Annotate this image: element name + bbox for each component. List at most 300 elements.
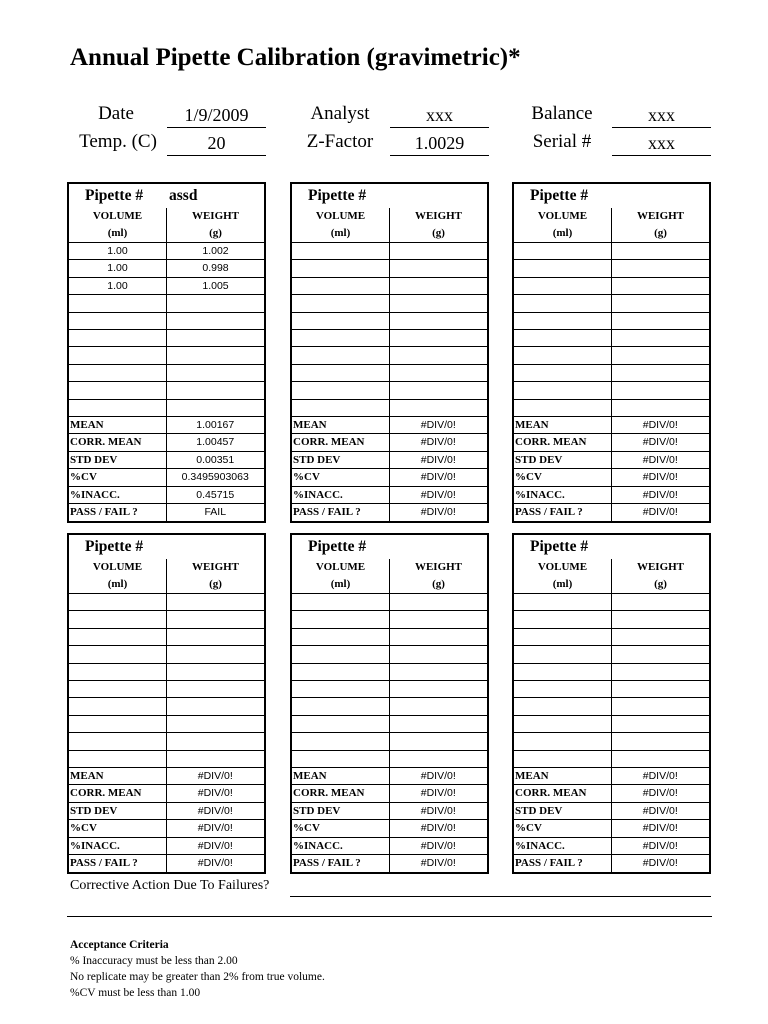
stat-label: %CV bbox=[69, 820, 167, 837]
table-row bbox=[292, 698, 487, 715]
table-row bbox=[514, 716, 709, 733]
weight-cell[interactable] bbox=[612, 664, 709, 680]
stat-row-mean bbox=[292, 417, 487, 435]
volume-cell[interactable] bbox=[514, 698, 612, 714]
stat-label: %INACC. bbox=[514, 487, 612, 504]
weight-cell[interactable] bbox=[167, 716, 264, 732]
volume-cell[interactable] bbox=[514, 751, 612, 767]
volume-cell[interactable] bbox=[69, 611, 167, 627]
volume-cell[interactable] bbox=[514, 664, 612, 680]
criteria-line: No replicate may be greater than 2% from true volume. bbox=[70, 971, 325, 983]
weight-cell[interactable] bbox=[390, 347, 487, 363]
volume-cell[interactable] bbox=[514, 330, 612, 346]
stat-row-inacc bbox=[514, 838, 709, 856]
measurement-rows bbox=[292, 594, 487, 768]
weight-cell[interactable] bbox=[167, 347, 264, 363]
divider bbox=[67, 916, 712, 917]
pipette-table bbox=[290, 182, 489, 523]
volume-cell[interactable] bbox=[69, 365, 167, 381]
weight-cell[interactable] bbox=[390, 382, 487, 398]
stat-row-mean bbox=[292, 768, 487, 786]
pipette-label: Pipette # bbox=[85, 187, 144, 204]
table-row bbox=[69, 751, 264, 768]
weight-header bbox=[390, 559, 487, 593]
pipette-header bbox=[292, 184, 487, 208]
stat-value: 0.3495903063 bbox=[181, 471, 249, 484]
corrective-action-field[interactable] bbox=[290, 896, 711, 897]
weight-cell[interactable] bbox=[612, 594, 709, 610]
weight-unit: (g) bbox=[654, 578, 667, 590]
volume-cell[interactable] bbox=[292, 260, 390, 276]
stat-value: #DIV/0! bbox=[420, 822, 456, 835]
volume-cell[interactable] bbox=[69, 681, 167, 697]
weight-cell[interactable] bbox=[612, 611, 709, 627]
weight-cell[interactable] bbox=[390, 611, 487, 627]
volume-cell[interactable] bbox=[514, 278, 612, 294]
column-headers bbox=[292, 208, 487, 243]
pipette-table bbox=[512, 182, 711, 523]
stat-label: CORR. MEAN bbox=[69, 785, 167, 802]
weight-unit: (g) bbox=[432, 578, 445, 590]
stat-row-cv bbox=[69, 469, 264, 487]
volume-cell[interactable] bbox=[292, 733, 390, 749]
acceptance-criteria bbox=[70, 937, 325, 1001]
table-row bbox=[514, 278, 709, 295]
volume-cell[interactable] bbox=[514, 243, 612, 259]
volume-cell[interactable] bbox=[69, 382, 167, 398]
volume-cell[interactable] bbox=[69, 313, 167, 329]
balance-label: Balance bbox=[531, 103, 593, 124]
volume-cell[interactable] bbox=[514, 295, 612, 311]
table-row bbox=[292, 365, 487, 382]
table-row bbox=[514, 365, 709, 382]
table-row bbox=[69, 330, 264, 347]
volume-cell[interactable] bbox=[514, 629, 612, 645]
stat-value: #DIV/0! bbox=[197, 787, 233, 800]
volume-cell[interactable] bbox=[292, 278, 390, 294]
table-row bbox=[514, 347, 709, 364]
measurement-rows bbox=[69, 243, 264, 417]
volume-cell[interactable] bbox=[292, 382, 390, 398]
date-value[interactable]: 1/9/2009 bbox=[167, 103, 266, 128]
table-row bbox=[292, 681, 487, 698]
volume-cell[interactable] bbox=[292, 664, 390, 680]
volume-cell[interactable] bbox=[514, 681, 612, 697]
volume-cell[interactable]: 1.00 bbox=[69, 278, 167, 294]
volume-cell[interactable] bbox=[69, 733, 167, 749]
serial-label: Serial # bbox=[532, 131, 592, 152]
volume-cell[interactable] bbox=[292, 681, 390, 697]
stat-label: STD DEV bbox=[292, 452, 390, 469]
volume-cell[interactable] bbox=[292, 594, 390, 610]
stat-value: 1.00457 bbox=[196, 436, 235, 449]
stat-value: #DIV/0! bbox=[642, 506, 678, 519]
weight-cell[interactable] bbox=[612, 347, 709, 363]
weight-cell[interactable] bbox=[612, 646, 709, 662]
volume-unit: (ml) bbox=[330, 227, 351, 239]
volume-cell[interactable] bbox=[292, 716, 390, 732]
volume-cell[interactable] bbox=[514, 313, 612, 329]
stat-value: #DIV/0! bbox=[420, 436, 456, 449]
weight-unit: (g) bbox=[209, 578, 222, 590]
weight-cell[interactable] bbox=[612, 681, 709, 697]
volume-cell[interactable] bbox=[292, 330, 390, 346]
stat-value: #DIV/0! bbox=[642, 769, 678, 782]
weight-cell[interactable] bbox=[612, 400, 709, 416]
volume-cell[interactable] bbox=[292, 698, 390, 714]
weight-cell[interactable] bbox=[167, 365, 264, 381]
stat-value: #DIV/0! bbox=[642, 787, 678, 800]
table-row bbox=[69, 400, 264, 417]
volume-cell[interactable] bbox=[69, 594, 167, 610]
volume-cell[interactable] bbox=[514, 400, 612, 416]
weight-cell[interactable] bbox=[167, 611, 264, 627]
weight-cell[interactable] bbox=[612, 629, 709, 645]
stat-label: %INACC. bbox=[69, 838, 167, 855]
weight-cell[interactable] bbox=[612, 295, 709, 311]
volume-cell[interactable]: 1.00 bbox=[69, 243, 167, 259]
serial-value[interactable]: xxx bbox=[612, 131, 711, 156]
volume-cell[interactable] bbox=[292, 400, 390, 416]
weight-cell[interactable] bbox=[167, 733, 264, 749]
stat-value: #DIV/0! bbox=[642, 436, 678, 449]
stat-row-pass-fail bbox=[514, 504, 709, 521]
weight-cell[interactable] bbox=[167, 646, 264, 662]
stat-label: PASS / FAIL ? bbox=[292, 504, 390, 521]
weight-cell[interactable] bbox=[612, 330, 709, 346]
weight-cell[interactable] bbox=[167, 629, 264, 645]
stat-label: STD DEV bbox=[69, 803, 167, 820]
weight-cell[interactable] bbox=[167, 698, 264, 714]
weight-cell[interactable] bbox=[390, 243, 487, 259]
table-row bbox=[514, 594, 709, 611]
weight-cell[interactable]: 1.005 bbox=[202, 279, 229, 292]
stat-row-corr-mean bbox=[292, 785, 487, 803]
table-row bbox=[69, 733, 264, 750]
table-row bbox=[292, 594, 487, 611]
volume-cell[interactable] bbox=[69, 347, 167, 363]
volume-cell[interactable] bbox=[514, 716, 612, 732]
volume-header bbox=[514, 559, 612, 593]
stat-label: MEAN bbox=[514, 417, 612, 434]
stat-label: STD DEV bbox=[514, 803, 612, 820]
weight-cell[interactable] bbox=[612, 382, 709, 398]
weight-cell[interactable] bbox=[167, 295, 264, 311]
stat-label: PASS / FAIL ? bbox=[69, 504, 167, 521]
stat-label: MEAN bbox=[69, 417, 167, 434]
stat-row-cv bbox=[514, 820, 709, 838]
volume-label: VOLUME bbox=[92, 561, 143, 573]
weight-cell[interactable] bbox=[612, 260, 709, 276]
table-row bbox=[514, 751, 709, 768]
weight-cell[interactable] bbox=[390, 629, 487, 645]
stat-label: %INACC. bbox=[514, 838, 612, 855]
table-row bbox=[69, 243, 264, 260]
volume-cell[interactable] bbox=[514, 733, 612, 749]
volume-cell[interactable] bbox=[514, 646, 612, 662]
weight-cell[interactable] bbox=[612, 751, 709, 767]
table-row bbox=[292, 347, 487, 364]
stat-row-std-dev bbox=[292, 452, 487, 470]
table-row bbox=[292, 330, 487, 347]
table-row bbox=[514, 382, 709, 399]
volume-header bbox=[514, 208, 612, 242]
table-row bbox=[292, 260, 487, 277]
volume-cell[interactable] bbox=[514, 260, 612, 276]
weight-cell[interactable] bbox=[167, 681, 264, 697]
volume-cell[interactable] bbox=[292, 751, 390, 767]
stat-label: CORR. MEAN bbox=[292, 785, 390, 802]
volume-cell[interactable] bbox=[514, 382, 612, 398]
stat-value: #DIV/0! bbox=[642, 453, 678, 466]
table-row bbox=[514, 330, 709, 347]
stat-value: #DIV/0! bbox=[420, 839, 456, 852]
stat-value: #DIV/0! bbox=[420, 453, 456, 466]
pipette-header bbox=[514, 184, 709, 208]
weight-cell[interactable] bbox=[390, 681, 487, 697]
volume-unit: (ml) bbox=[107, 578, 128, 590]
volume-cell[interactable] bbox=[292, 646, 390, 662]
weight-cell[interactable] bbox=[612, 243, 709, 259]
volume-cell[interactable] bbox=[292, 347, 390, 363]
volume-cell[interactable] bbox=[69, 400, 167, 416]
weight-cell[interactable] bbox=[390, 751, 487, 767]
volume-cell[interactable] bbox=[69, 330, 167, 346]
stat-value: #DIV/0! bbox=[420, 769, 456, 782]
column-headers bbox=[69, 208, 264, 243]
criteria-line: % Inaccuracy must be less than 2.00 bbox=[70, 955, 238, 967]
weight-cell[interactable] bbox=[390, 646, 487, 662]
weight-cell[interactable] bbox=[390, 664, 487, 680]
weight-cell[interactable] bbox=[612, 365, 709, 381]
stat-row-pass-fail bbox=[69, 504, 264, 521]
weight-cell[interactable] bbox=[390, 400, 487, 416]
stat-label: CORR. MEAN bbox=[514, 434, 612, 451]
table-row bbox=[292, 733, 487, 750]
pipette-header bbox=[292, 535, 487, 559]
volume-unit: (ml) bbox=[552, 578, 573, 590]
table-row bbox=[292, 716, 487, 733]
weight-header bbox=[167, 208, 264, 242]
stat-row-cv bbox=[69, 820, 264, 838]
stat-value: #DIV/0! bbox=[420, 471, 456, 484]
weight-cell[interactable] bbox=[167, 594, 264, 610]
volume-cell[interactable] bbox=[292, 295, 390, 311]
pipette-header bbox=[514, 535, 709, 559]
balance-value[interactable]: xxx bbox=[612, 103, 711, 128]
pipette-table bbox=[67, 182, 266, 523]
weight-cell[interactable] bbox=[390, 594, 487, 610]
volume-cell[interactable] bbox=[514, 594, 612, 610]
table-row bbox=[514, 664, 709, 681]
stat-row-inacc bbox=[69, 838, 264, 856]
stat-value: #DIV/0! bbox=[197, 857, 233, 870]
stat-label: %CV bbox=[514, 469, 612, 486]
weight-cell[interactable] bbox=[167, 664, 264, 680]
stat-value: #DIV/0! bbox=[197, 822, 233, 835]
weight-cell[interactable] bbox=[390, 260, 487, 276]
pipette-table bbox=[67, 533, 266, 874]
table-row bbox=[69, 698, 264, 715]
stat-row-inacc bbox=[69, 487, 264, 505]
volume-label: VOLUME bbox=[315, 210, 366, 222]
stat-label: CORR. MEAN bbox=[69, 434, 167, 451]
column-headers bbox=[514, 559, 709, 594]
volume-cell[interactable] bbox=[292, 629, 390, 645]
volume-cell[interactable] bbox=[292, 313, 390, 329]
volume-label: VOLUME bbox=[537, 561, 588, 573]
volume-cell[interactable] bbox=[69, 629, 167, 645]
stat-row-pass-fail bbox=[514, 855, 709, 872]
pipette-number[interactable]: assd bbox=[169, 187, 198, 204]
table-row bbox=[514, 733, 709, 750]
volume-cell[interactable] bbox=[292, 243, 390, 259]
temp-label: Temp. (C) bbox=[79, 131, 157, 152]
volume-header bbox=[69, 559, 167, 593]
statistics bbox=[514, 417, 709, 521]
stat-row-corr-mean bbox=[514, 434, 709, 452]
weight-cell[interactable] bbox=[390, 330, 487, 346]
volume-unit: (ml) bbox=[107, 227, 128, 239]
stat-row-corr-mean bbox=[292, 434, 487, 452]
volume-cell[interactable] bbox=[514, 611, 612, 627]
stat-row-corr-mean bbox=[514, 785, 709, 803]
table-row bbox=[292, 611, 487, 628]
pipette-label: Pipette # bbox=[308, 538, 367, 555]
volume-cell[interactable] bbox=[69, 664, 167, 680]
weight-cell[interactable] bbox=[390, 733, 487, 749]
volume-cell[interactable]: 1.00 bbox=[69, 260, 167, 276]
volume-cell[interactable] bbox=[292, 611, 390, 627]
weight-header bbox=[612, 208, 709, 242]
weight-label: WEIGHT bbox=[191, 561, 240, 573]
weight-cell[interactable] bbox=[612, 733, 709, 749]
weight-cell[interactable] bbox=[390, 313, 487, 329]
weight-cell[interactable] bbox=[167, 751, 264, 767]
criteria-line: %CV must be less than 1.00 bbox=[70, 987, 201, 999]
table-row bbox=[69, 313, 264, 330]
weight-cell[interactable] bbox=[612, 716, 709, 732]
table-row bbox=[69, 681, 264, 698]
volume-label: VOLUME bbox=[315, 561, 366, 573]
stat-label: %CV bbox=[514, 820, 612, 837]
stat-row-pass-fail bbox=[69, 855, 264, 872]
table-row bbox=[514, 243, 709, 260]
volume-cell[interactable] bbox=[69, 295, 167, 311]
table-row bbox=[69, 278, 264, 295]
weight-cell[interactable] bbox=[612, 698, 709, 714]
weight-cell[interactable] bbox=[612, 278, 709, 294]
volume-label: VOLUME bbox=[537, 210, 588, 222]
table-row bbox=[514, 295, 709, 312]
stat-row-mean bbox=[69, 417, 264, 435]
table-row bbox=[514, 698, 709, 715]
weight-cell[interactable] bbox=[390, 716, 487, 732]
volume-cell[interactable] bbox=[514, 365, 612, 381]
weight-cell[interactable] bbox=[390, 698, 487, 714]
stat-label: MEAN bbox=[69, 768, 167, 785]
weight-cell[interactable] bbox=[167, 382, 264, 398]
stat-label: MEAN bbox=[292, 417, 390, 434]
stat-row-cv bbox=[514, 469, 709, 487]
stat-value: FAIL bbox=[204, 506, 227, 519]
stat-row-pass-fail bbox=[292, 855, 487, 872]
weight-header bbox=[390, 208, 487, 242]
stat-label: %CV bbox=[69, 469, 167, 486]
statistics bbox=[292, 768, 487, 872]
table-row bbox=[292, 646, 487, 663]
weight-cell[interactable] bbox=[390, 278, 487, 294]
weight-cell[interactable]: 1.002 bbox=[202, 245, 229, 257]
stat-value: #DIV/0! bbox=[420, 857, 456, 870]
stat-label: STD DEV bbox=[69, 452, 167, 469]
stat-label: PASS / FAIL ? bbox=[292, 855, 390, 872]
stat-value: #DIV/0! bbox=[420, 488, 456, 501]
analyst-value[interactable]: xxx bbox=[390, 103, 489, 128]
table-row bbox=[514, 313, 709, 330]
stat-value: #DIV/0! bbox=[642, 857, 678, 870]
weight-cell[interactable] bbox=[612, 313, 709, 329]
weight-label: WEIGHT bbox=[414, 561, 463, 573]
volume-cell[interactable] bbox=[292, 365, 390, 381]
weight-cell[interactable] bbox=[167, 313, 264, 329]
table-row bbox=[292, 400, 487, 417]
table-row bbox=[514, 629, 709, 646]
volume-cell[interactable] bbox=[69, 646, 167, 662]
weight-cell[interactable]: 0.998 bbox=[202, 262, 229, 275]
volume-cell[interactable] bbox=[69, 716, 167, 732]
weight-cell[interactable] bbox=[167, 330, 264, 346]
table-row bbox=[292, 664, 487, 681]
page-title: Annual Pipette Calibration (gravimetric)* bbox=[70, 44, 521, 71]
weight-cell[interactable] bbox=[167, 400, 264, 416]
stat-label: CORR. MEAN bbox=[514, 785, 612, 802]
stat-value: #DIV/0! bbox=[420, 418, 456, 431]
statistics bbox=[292, 417, 487, 521]
stat-label: %INACC. bbox=[292, 838, 390, 855]
table-row bbox=[69, 295, 264, 312]
stat-value: 1.00167 bbox=[196, 418, 235, 431]
pipette-header bbox=[69, 184, 264, 208]
volume-cell[interactable] bbox=[69, 751, 167, 767]
volume-cell[interactable] bbox=[69, 698, 167, 714]
weight-label: WEIGHT bbox=[636, 561, 685, 573]
weight-unit: (g) bbox=[654, 227, 667, 239]
table-row bbox=[69, 382, 264, 399]
stat-value: #DIV/0! bbox=[642, 418, 678, 431]
volume-header bbox=[292, 559, 390, 593]
stat-label: MEAN bbox=[292, 768, 390, 785]
analyst-label: Analyst bbox=[310, 103, 370, 124]
weight-label: WEIGHT bbox=[636, 210, 685, 222]
stat-value: #DIV/0! bbox=[420, 804, 456, 817]
temp-value[interactable]: 20 bbox=[167, 131, 266, 156]
weight-cell[interactable] bbox=[390, 295, 487, 311]
statistics bbox=[69, 768, 264, 872]
table-row bbox=[69, 646, 264, 663]
table-row bbox=[69, 629, 264, 646]
table-row bbox=[69, 611, 264, 628]
table-row bbox=[69, 716, 264, 733]
stat-label: PASS / FAIL ? bbox=[514, 504, 612, 521]
table-row bbox=[69, 260, 264, 277]
zfactor-value[interactable]: 1.0029 bbox=[390, 131, 489, 156]
stat-value: #DIV/0! bbox=[642, 471, 678, 484]
volume-cell[interactable] bbox=[514, 347, 612, 363]
table-row bbox=[69, 594, 264, 611]
weight-cell[interactable] bbox=[390, 365, 487, 381]
stat-value: 0.00351 bbox=[196, 453, 235, 466]
